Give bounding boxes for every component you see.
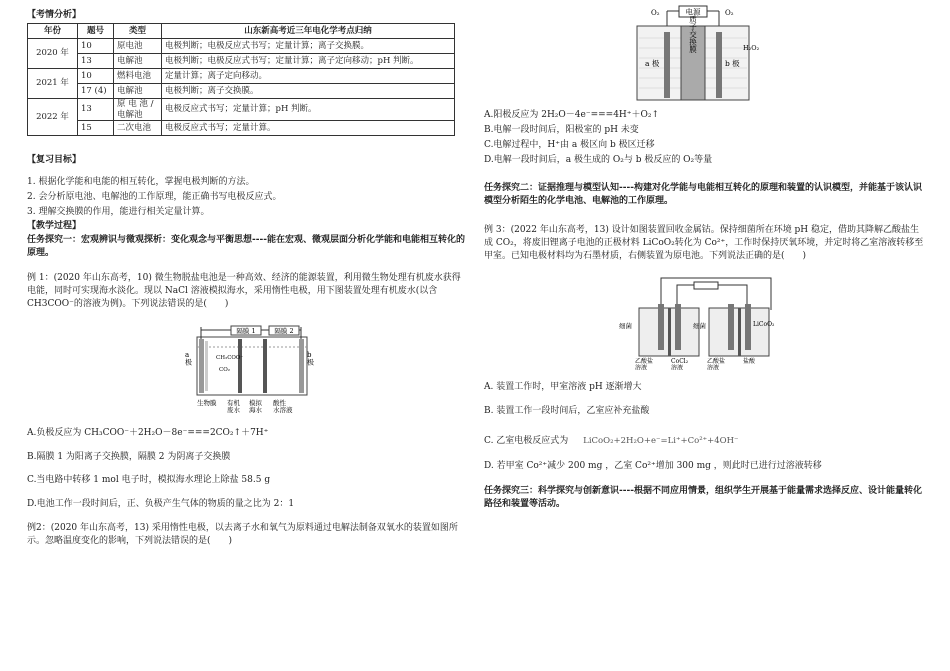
goal-item: 2. 会分析原电池、电解池的工作原理，能正确书写电极反应式。 — [27, 192, 282, 202]
example2-option-d: D.电解一段时间后，a 极生成的 O₂与 b 极反应的 O₂等量 — [484, 155, 713, 165]
example1-option-d: D.电池工作一段时间后，正、负极产生气体的物质的量之比为 2：1 — [27, 499, 295, 509]
table-cell: 电极反应式书写；定量计算；pH 判断。 — [162, 99, 455, 121]
example3-option-b: B. 装置工作一段时间后，乙室应补充盐酸 — [484, 406, 650, 416]
table-row — [28, 121, 455, 136]
electrode-3 — [728, 304, 734, 350]
example3-stem: 例 3：(2022 年山东高考，13) 设计如图装置回收金属钴。保持细菌所在环境 pH 稳定，借助其降解乙酸盐生成 CO₂，将废旧锂离子电池的正极材料 LiCoO₂转化为 Co²⁺，工作时保持厌氧环境，并定时将乙室溶液转移至甲室。已知电极材料均为石墨材质，右侧装置为原电池。下列说法正确的是( ) — [484, 225, 924, 262]
electrode-a — [199, 339, 204, 393]
acetate-left-label: 乙酸盐溶液 — [635, 358, 654, 372]
table-header-row — [28, 24, 455, 39]
membrane-right — [738, 308, 741, 356]
teaching-heading: 【教学过程】 — [27, 221, 82, 231]
example2-option-c: C.电解过程中，H⁺由 a 极区向 b 极区迁移 — [484, 140, 655, 150]
table-cell: 原电池 — [114, 39, 162, 54]
electrode-4 — [745, 304, 751, 350]
exam-analysis-table — [27, 23, 455, 136]
example2-option-a: A.阳极反应为 2H₂O－4e⁻===4H⁺＋O₂↑ — [484, 110, 660, 120]
membrane-1-label: 隔膜 1 — [236, 327, 256, 335]
goal-item: 3. 理解交换膜的作用，能进行相关定量计算。 — [27, 207, 210, 217]
electrode-b — [299, 339, 304, 393]
table-cell-year: 2020 年 — [28, 39, 78, 69]
table-row — [28, 54, 455, 69]
organic-wastewater-label: 有机废水 — [227, 399, 240, 415]
goal-item: 1. 根据化学能和电能的相互转化，掌握电极判断的方法。 — [27, 177, 255, 187]
electrode-a — [664, 32, 670, 98]
example1-stem: 例 1：(2020 年山东高考，10) 微生物脱盐电池是一种高效、经济的能源装置，利用微生物处理有机废水获得电能，同时可实现海水淡化。现以 NaCl 溶液模拟海水，采用惰性电极，用下图装置处理有机废水(以含 CH3COO⁻的溶液为例)。下列说法错误的是( ) — [27, 273, 461, 310]
option-c-prefix: C. 乙室电极反应式为 — [484, 436, 569, 446]
analysis-heading: 【考情分析】 — [27, 10, 82, 20]
table-row — [28, 99, 455, 121]
table-cell: 电极判断；离子交换膜。 — [162, 84, 455, 99]
option-c-formula: LiCoO₂+2H₂O+e⁻=Li⁺+Co²⁺+4OH⁻ — [583, 436, 739, 446]
b-pole-label: b 极 — [725, 59, 740, 68]
biofilm-label: 生物膜 — [197, 399, 217, 407]
b-pole-label: b 极 — [307, 351, 314, 367]
table-cell: 17 (4) — [78, 84, 114, 99]
o2-right-label: O₂ — [725, 9, 734, 17]
table-cell: 10 — [78, 39, 114, 54]
table-header: 类型 — [114, 24, 162, 39]
cocl2-label: CoCl₂ 溶液 — [671, 358, 689, 372]
example3-option-c — [484, 435, 928, 448]
bacteria-right-label: 细菌 — [693, 322, 706, 330]
cell-container — [197, 337, 307, 395]
table-cell: 电极判断；电极反应式书写；定量计算；离子定向移动；pH 判断。 — [162, 54, 455, 69]
task1-text: 任务探究一：宏观辨识与微观探析：变化观念与平衡思想----能在宏观、微观层面分析化学能和电能相互转化的原理。 — [27, 235, 465, 259]
bacteria-left-label: 细菌 — [619, 322, 632, 330]
licoo2-label: LiCoO₂ — [753, 321, 775, 328]
co2-label: CO₂ — [219, 367, 230, 373]
task2-text: 任务探究二：证据推理与模型认知----构建对化学能与电能相互转化的原理和装置的认识模型，并能基于该认识模型分析陌生的化学电池、电解池的工作原理。 — [484, 183, 922, 207]
membrane-label: 质子交换膜 — [688, 15, 698, 53]
example3-option-a: A. 装置工作时，甲室溶液 pH 逐渐增大 — [484, 382, 642, 392]
h2o2-electrolysis-figure — [629, 4, 759, 104]
table-header: 年份 — [28, 24, 78, 39]
a-pole-label: a 极 — [645, 59, 660, 68]
table-header: 山东新高考近三年电化学考点归纳 — [162, 24, 455, 39]
simulated-seawater-label: 模拟海水 — [249, 399, 262, 415]
table-cell: 电极判断；电极反应式书写；定量计算；离子交换膜。 — [162, 39, 455, 54]
example2-option-b: B.电解一段时间后，阳极室的 pH 未变 — [484, 125, 639, 135]
membrane-1 — [238, 339, 242, 393]
task3-text: 任务探究三：科学探究与创新意识----根据不同应用情景，组织学生开展基于能量需求选择反应、设计能量转化路径和装置等活动。 — [484, 486, 922, 510]
cobalt-recovery-figure — [619, 274, 779, 372]
ch3coo-label: CH₃COO⁻ — [216, 355, 244, 361]
o2-left-label: O₂ — [651, 9, 660, 17]
table-row — [28, 39, 455, 54]
microbial-desalination-cell-figure — [183, 327, 313, 415]
h2o2-label: H₂O₂ — [743, 44, 760, 52]
example1-option-c: C.当电路中转移 1 mol 电子时，模拟海水理论上除盐 58.5 g — [27, 475, 271, 485]
table-cell: 15 — [78, 121, 114, 136]
table-cell: 13 — [78, 54, 114, 69]
table-cell: 13 — [78, 99, 114, 121]
review-heading: 【复习目标】 — [27, 155, 82, 165]
table-cell: 电解池 — [114, 54, 162, 69]
example1-option-b: B.隔膜 1 为阳离子交换膜，隔膜 2 为阴离子交换膜 — [27, 452, 231, 462]
table-header: 题号 — [78, 24, 114, 39]
membrane-2-label: 隔膜 2 — [274, 327, 294, 335]
power-source-label: 电源 — [685, 7, 701, 17]
example1-option-a: A.负极反应为 CH₃COO⁻＋2H₂O－8e⁻===2CO₂↑＋7H⁺ — [27, 428, 269, 438]
example3-option-d: D. 若甲室 Co²⁺减少 200 mg ，乙室 Co²⁺增加 300 mg ，则此时已进行过溶液转移 — [484, 461, 822, 471]
table-cell: 二次电池 — [114, 121, 162, 136]
table-cell: 电解池 — [114, 84, 162, 99]
table-row — [28, 69, 455, 84]
biofilm — [205, 341, 208, 391]
table-cell-year: 2021 年 — [28, 69, 78, 99]
table-cell: 燃料电池 — [114, 69, 162, 84]
membrane-2 — [263, 339, 267, 393]
acidic-solution-label: 酸性水溶液 — [273, 399, 293, 415]
table-cell: 原 电 池 / 电解池 — [114, 99, 162, 121]
table-cell-year: 2022 年 — [28, 99, 78, 136]
table-row — [28, 84, 455, 99]
acetate-right-label: 乙酸盐溶液 — [707, 358, 726, 372]
electrode-2 — [675, 304, 681, 350]
a-pole-label: a 极 — [185, 351, 192, 367]
table-cell: 电极反应式书写；定量计算。 — [162, 121, 455, 136]
table-cell: 定量计算；离子定向移动。 — [162, 69, 455, 84]
membrane-left — [668, 308, 671, 356]
electrode-b — [716, 32, 722, 98]
example2-stem: 例2：(2020 年山东高考，13) 采用惰性电极，以去离子水和氧气为原料通过电解法制备双氧水的装置如图所示。忽略温度变化的影响，下列说法错误的是( ) — [27, 523, 458, 547]
electrode-1 — [658, 304, 664, 350]
resistor — [694, 282, 718, 289]
table-cell: 10 — [78, 69, 114, 84]
hydrochloric-acid-label: 盐酸 — [743, 358, 756, 365]
